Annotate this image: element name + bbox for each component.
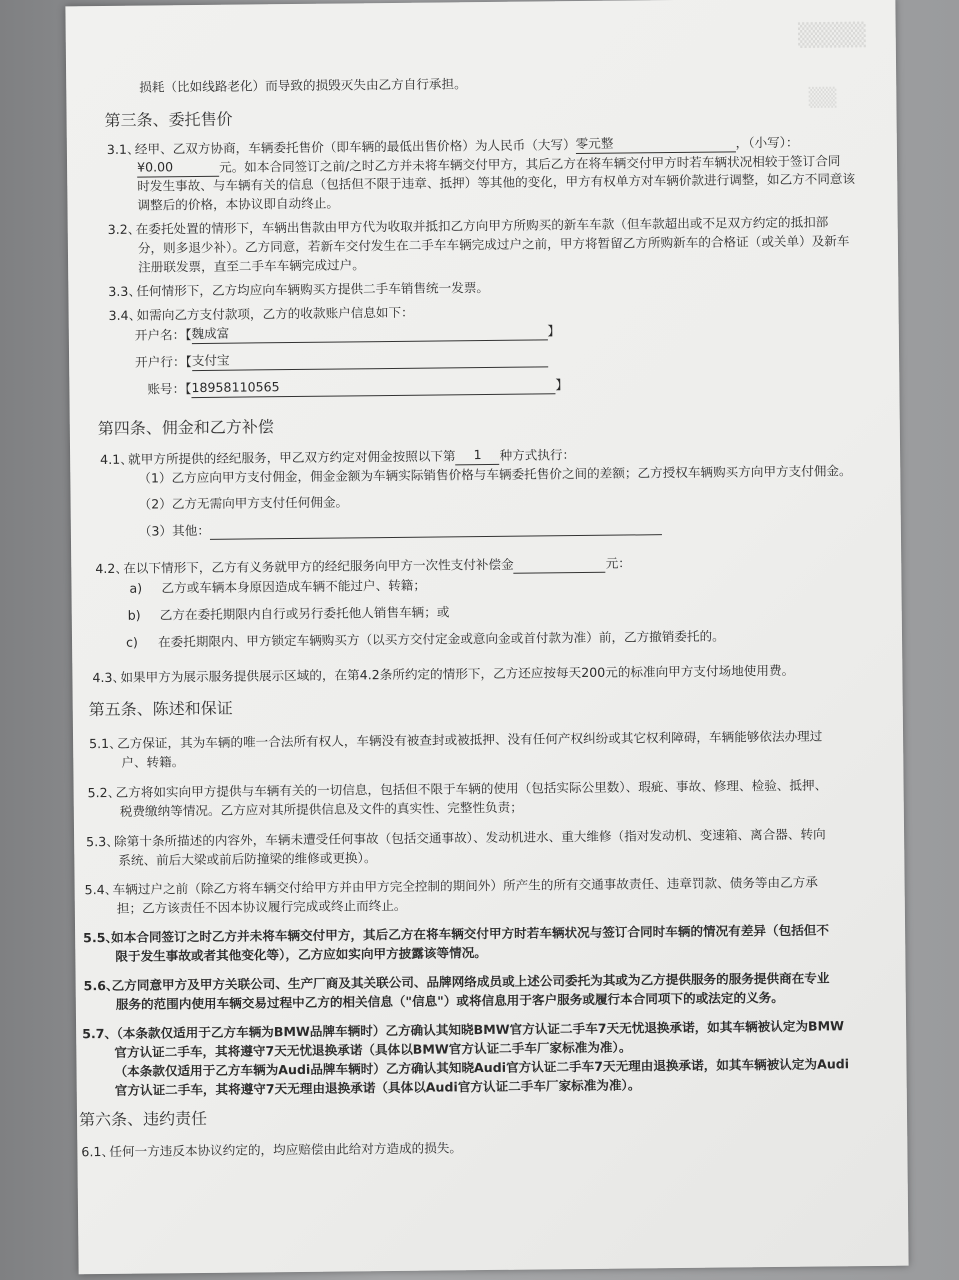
clause-5-7-line2: 官方认证二手车，其将遵守7天无忧退换承诺（具体以BMW官方认证二手车厂家标准为准）。 xyxy=(114,1039,632,1060)
clause-number: 4.3、 xyxy=(92,669,126,686)
list-marker: b) xyxy=(127,607,141,623)
clause-3-2-line2: 分，则多退少补）。乙方同意，若新车交付发生在二手车车辆完成过户之前，甲方将暂留乙方所购新车的合格证（或关单）及新车 xyxy=(137,233,850,256)
bleed-through-marks: ▒▒▒▒ xyxy=(797,23,866,49)
clause-text: 如需向乙方支付款项，乙方的收款账户信息如下： xyxy=(136,304,414,323)
clause-5-5-line2: 限于发生事故或者其他变化等），乙方应如实向甲方披露该等情况。 xyxy=(115,945,487,964)
clause-4-2-c xyxy=(126,627,725,652)
clause-text: （本条款仅适用于乙方车辆为BMW品牌车辆时）乙方确认其知晓BMW官方认证二手车7天无忧退换承诺，如其车辆被认定为BMW xyxy=(110,1018,845,1041)
clause-number: 6.1、 xyxy=(81,1143,115,1160)
section-6-title: 第六条、违约责任 xyxy=(78,1108,208,1130)
clause-number: 4.1、 xyxy=(100,451,133,468)
account-bank-value: 支付宝 xyxy=(192,347,548,371)
clause-5-1-line1 xyxy=(89,726,822,753)
clause-number: 3.2、 xyxy=(107,221,141,237)
clause-4-2 xyxy=(95,553,631,578)
clause-number: 5.7、 xyxy=(82,1025,118,1042)
clause-text: 元： xyxy=(605,555,631,571)
option-1: （1）乙方应向甲方支付佣金，佣金金额为车辆实际销售价格与车辆委托售价之间的差额；乙方授权车辆购买方向甲方支付佣金。 xyxy=(138,463,852,486)
section-4-title: 第四条、佣金和乙方补偿 xyxy=(97,417,274,439)
clause-text: 除第十条所描述的内容外，车辆未遭受任何事故（包括交通事故）、发动机进水、重大维修（指对发动机、变速箱、离合器、转向 xyxy=(114,826,826,849)
option-3-label: （3）其他： xyxy=(138,522,210,539)
clause-4-2-b xyxy=(128,602,450,624)
numeric-amount-field: ¥0.00 xyxy=(137,157,219,178)
clause-text: 乙方保证，其为车辆的唯一合法所有权人，车辆没有被查封或被抵押、没有任何产权纠纷或其它权利障碍，车辆能够依法办理过 xyxy=(117,728,823,751)
clause-text: 乙方或车辆本身原因造成车辆不能过户、转籍； xyxy=(161,577,427,596)
section-5-title: 第五条、陈述和保证 xyxy=(88,698,233,720)
account-number-value: 18958110565 xyxy=(191,374,555,398)
account-name-label: 开户名：【 xyxy=(134,327,192,343)
contract-page xyxy=(65,0,908,1274)
account-name-row xyxy=(135,320,560,344)
clause-5-7-line3: （本条款仅适用于乙方车辆为Audi品牌车辆时）乙方确认其知晓Audi官方认证二手车7天无理由退换承诺，如其车辆被认定为Audi xyxy=(114,1056,850,1079)
clause-text: 在以下情形下，乙方有义务就甲方的经纪服务向甲方一次性支付补偿金 xyxy=(123,556,514,576)
commission-option-field: 1 xyxy=(455,445,499,465)
section-3-title: 第三条、委托售价 xyxy=(104,109,233,130)
clause-number: 5.1、 xyxy=(89,735,122,752)
account-number-label: 账号：【 xyxy=(147,381,192,397)
clause-text: 车辆过户之前（除乙方将车辆交付给甲方并由甲方完全控制的期间外）所产生的所有交通事故责任、违章罚款、债务等由乙方承 xyxy=(112,874,818,897)
text-line: 损耗（比如线路老化）而导致的损毁灭失由乙方自行承担。 xyxy=(139,76,467,95)
option-3 xyxy=(139,516,662,540)
clause-3-1-line3: 时发生事故、与车辆有关的信息（包括但不限于违章、抵押）等其他的变化，甲方有权单方对车辆价款进行调整，如乙方不同意该 xyxy=(137,171,856,194)
clause-number: 5.4、 xyxy=(84,881,118,898)
clause-text: 元。如本合同签订之前/之时乙方并未将车辆交付甲方，其后乙方在将车辆交付甲方时若车辆状况相较于签订合同 xyxy=(218,153,841,175)
clause-number: 5.3、 xyxy=(86,833,119,850)
clause-number: 3.1、 xyxy=(106,141,140,157)
clause-5-2-line2: 税费缴纳等情况。乙方应对其所提供信息及文件的真实性、完整性负责； xyxy=(119,799,523,819)
clause-5-1-line2: 户、转籍。 xyxy=(121,754,185,770)
clause-text: 在委托期限内、甲方锁定车辆购买方（以买方交付定金或意向金或首付款为准）前，乙方撤销委托的。 xyxy=(157,628,725,650)
clause-5-7-line4: 官方认证二手车，其将遵守7天无理由退换承诺（具体以Audi官方认证二手车厂家标准为准）。 xyxy=(114,1077,641,1098)
clause-text: 就甲方所提供的经纪服务，甲乙双方约定对佣金按照以下第 xyxy=(128,448,456,467)
clause-5-6-line2: 服务的范围内使用车辆交易过程中乙方的相关信息（"信息"）或将信息用于客户服务或履行本合同项下的或法定的义务。 xyxy=(115,989,784,1012)
clause-number: 4.2、 xyxy=(95,560,128,577)
bracket: 】 xyxy=(555,377,569,393)
list-marker: c) xyxy=(125,634,138,650)
clause-text: ，（小写）： xyxy=(735,134,799,151)
account-name-value: 魏成富 xyxy=(191,320,547,344)
account-bank-label: 开户行：【 xyxy=(135,354,192,370)
compensation-amount-field xyxy=(514,556,606,574)
clause-5-3-line1 xyxy=(86,824,826,851)
clause-text: 乙方在委托期限内自行或另行委托他人销售车辆；或 xyxy=(159,604,450,623)
clause-3-3 xyxy=(108,278,489,301)
other-option-field xyxy=(210,518,662,540)
list-marker: a) xyxy=(129,580,143,596)
clause-text: 经甲、乙双方协商，车辆委托售价（即车辆的最低出售价格）为人民币（大写） xyxy=(134,137,576,157)
clause-3-1-line4: 调整后的价格，本协议即自动终止。 xyxy=(137,195,340,213)
option-2: （2）乙方无需向甲方支付任何佣金。 xyxy=(138,494,349,512)
clause-4-2-a xyxy=(129,576,426,598)
clause-4-3 xyxy=(92,661,794,687)
clause-5-4-line1 xyxy=(85,873,818,900)
clause-number: 5.5、 xyxy=(83,929,119,946)
clause-6-1 xyxy=(81,1138,462,1161)
clause-text: 乙方将如实向甲方提供与车辆有关的一切信息，包括但不限于车辆的使用（包括实际公里数）、瑕疵、事故、修理、检验、抵押、 xyxy=(115,777,828,800)
clause-5-3-line2: 系统、前后大梁或前后防撞梁的维修或更换）。 xyxy=(118,850,377,868)
clause-text: 如本合同签订之时乙方并未将车辆交付甲方，其后乙方在将车辆交付甲方时若车辆状况与签订合同时车辆的情况有差异（包括但不 xyxy=(111,922,830,945)
clause-number: 5.2、 xyxy=(87,784,121,801)
clause-5-4-line2: 担；乙方该责任不因本协议履行完成或终止而终止。 xyxy=(116,897,407,916)
clause-text: 如果甲方为展示服务提供展示区域的，在第4.2条所约定的情形下，乙方还应按每天200元的标准向甲方支付场地使用费。 xyxy=(120,662,795,685)
account-number-row xyxy=(147,374,568,398)
account-bank-row xyxy=(135,347,548,371)
clause-number: 3.3、 xyxy=(108,283,142,299)
bracket: 】 xyxy=(547,323,561,339)
clause-text: 乙方同意甲方及甲方关联公司、生产厂商及其关联公司、品牌网络成员或上述公司委托为其或为乙方提供服务的服务提供商在专业 xyxy=(111,970,830,993)
bleed-through-marks-2: ▒▒ xyxy=(808,87,837,109)
clause-3-2-line3: 注册联发票，直至二手车车辆完成过户。 xyxy=(138,257,365,275)
clause-text: 任何情形下，乙方均应向车辆购买方提供二手车销售统一发票。 xyxy=(136,279,490,299)
clause-number: 3.4、 xyxy=(108,307,142,323)
clause-number: 5.6、 xyxy=(83,977,119,994)
clause-text: 在委托处置的情形下，车辆出售款由甲方代为收取并抵扣乙方向甲方所购买的新车车款（但车款超出或不足双方约定的抵扣部 xyxy=(135,214,829,237)
clause-text: 任何一方违反本协议约定的，均应赔偿由此给对方造成的损失。 xyxy=(109,1140,463,1159)
capital-amount-field: 零元整 xyxy=(576,132,736,154)
clause-text: 种方式执行： xyxy=(499,447,576,463)
